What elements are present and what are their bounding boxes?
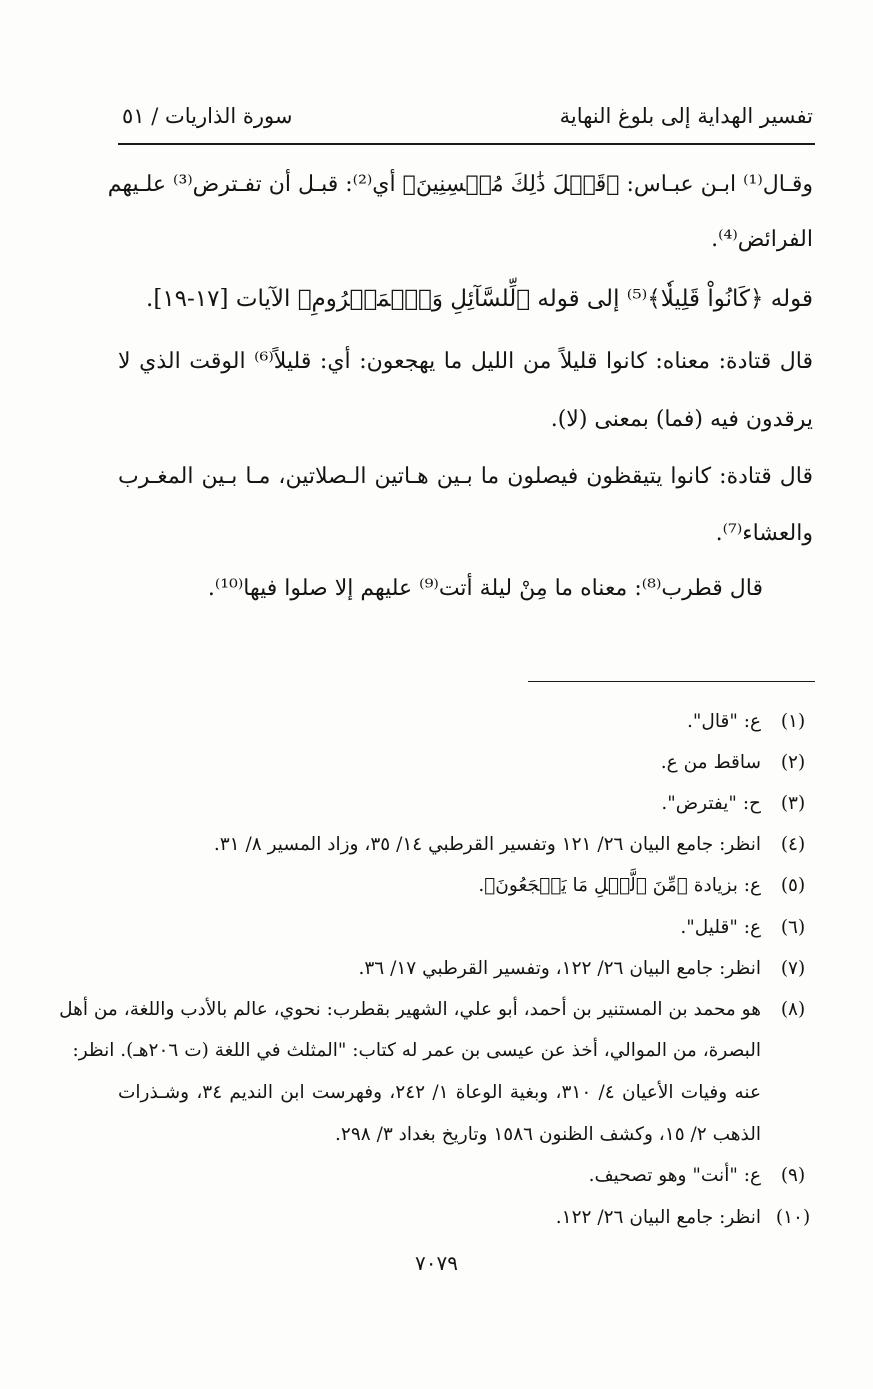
footnote-number: (٣) — [780, 793, 806, 814]
footnote-number: (٨) — [780, 999, 806, 1020]
footnote-text: انظر: جامع البيان ٢٦/ ١٢١ وتفسير القرطبي ١٤/ ٣٥، وزاد المسير ٨/ ٣١. — [213, 834, 761, 855]
header-rule — [118, 143, 815, 145]
footnote-text: ع: "أنت" وهو تصحيف. — [588, 1165, 761, 1186]
footnote-number: (٢) — [780, 752, 806, 773]
footnote-number: (١٠) — [775, 1207, 811, 1228]
footnote-text: انظر: جامع البيان ٢٦/ ١٢٢، وتفسير القرطبي ١٧/ ٣٦. — [358, 958, 761, 979]
footnote-number: (٥) — [780, 875, 806, 896]
footnote-text: ع: "قال". — [687, 711, 761, 732]
footnote-number: (٦) — [780, 917, 806, 938]
footnote-text: ح: "يفترض". — [661, 793, 761, 814]
footnote-text: هو محمد بن المستنير بن أحمد، أبو علي، الشهير بقطرب: نحوي، عالم بالأدب واللغة، من أهل — [59, 999, 761, 1020]
footnote-text: انظر: جامع البيان ٢٦/ ١٢٢. — [555, 1207, 761, 1228]
footnote-rule — [528, 681, 815, 682]
footnote-text: ساقط من ع. — [660, 752, 761, 773]
footnote-text: ع: بزيادة ﴿مِّنَ ٱلَّيۡلِ مَا يَهۡجَعُونَ﴾. — [478, 875, 761, 896]
body-line-5: يرقدون فيه (فما) بمعنى (لا). — [550, 407, 813, 432]
footnote-continuation: الذهب ٢/ ١٥، وكشف الظنون ١٥٨٦ وتاريخ بغداد ٣/ ٢٩٨. — [335, 1124, 761, 1145]
footnote-number: (١) — [780, 711, 806, 732]
body-line-8: قال قطرب⁽⁸⁾: معناه ما مِنْ ليلة أتت⁽⁹⁾ عليهم إلا صلوا فيها⁽¹⁰⁾. — [207, 576, 763, 601]
running-header-book-title: تفسير الهداية إلى بلوغ النهاية — [559, 104, 813, 128]
running-header-surah: سورة الذاريات / ٥١ — [122, 104, 293, 128]
footnote-text: ع: "قليل". — [680, 917, 761, 938]
footnote-number: (٩) — [780, 1165, 806, 1186]
page-number: ٧٠٧٩ — [415, 1251, 458, 1275]
footnote-number: (٤) — [780, 834, 806, 855]
body-line-7: والعشاء⁽⁷⁾. — [715, 521, 813, 546]
body-line-1: وقـال⁽¹⁾ ابـن عبـاس: ﴿قَبۡلَ ذَٰلِكَ مُحۡسِنِينَ﴾ أي⁽²⁾: قبـل أن تفـترض⁽³⁾ علـيهم — [107, 172, 813, 197]
footnote-continuation: البصرة، من الموالي، أخذ عن عيسى بن عمر له كتاب: "المثلث في اللغة (ت ٢٠٦هـ). انظر: — [72, 1040, 761, 1061]
body-line-2: الفرائض⁽⁴⁾. — [711, 227, 813, 252]
body-line-6: قال قتادة: كانوا يتيقظون فيصلون ما بـين هـاتين الـصلاتين، مـا بـين المغـرب — [118, 464, 813, 489]
footnote-number: (٧) — [780, 958, 806, 979]
body-line-4: قال قتادة: معناه: كانوا قليلاً من الليل ما يهجعون: أي: قليلاً⁽⁶⁾ الوقت الذي لا — [118, 349, 813, 374]
footnote-continuation: عنه وفيات الأعيان ٤/ ٣١٠، وبغية الوعاة ١/ ٢٤٢، وفهرست ابن النديم ٣٤، وشـذرات — [118, 1082, 761, 1103]
body-line-3: قوله ﴿كَانُواْ قَلِيلٗا﴾⁽⁵⁾ إلى قوله ﴿لِّلسَّآئِلِ وَٱلۡمَحۡرُومِ﴾ الآيات [١٧-١٩]. — [146, 286, 813, 312]
